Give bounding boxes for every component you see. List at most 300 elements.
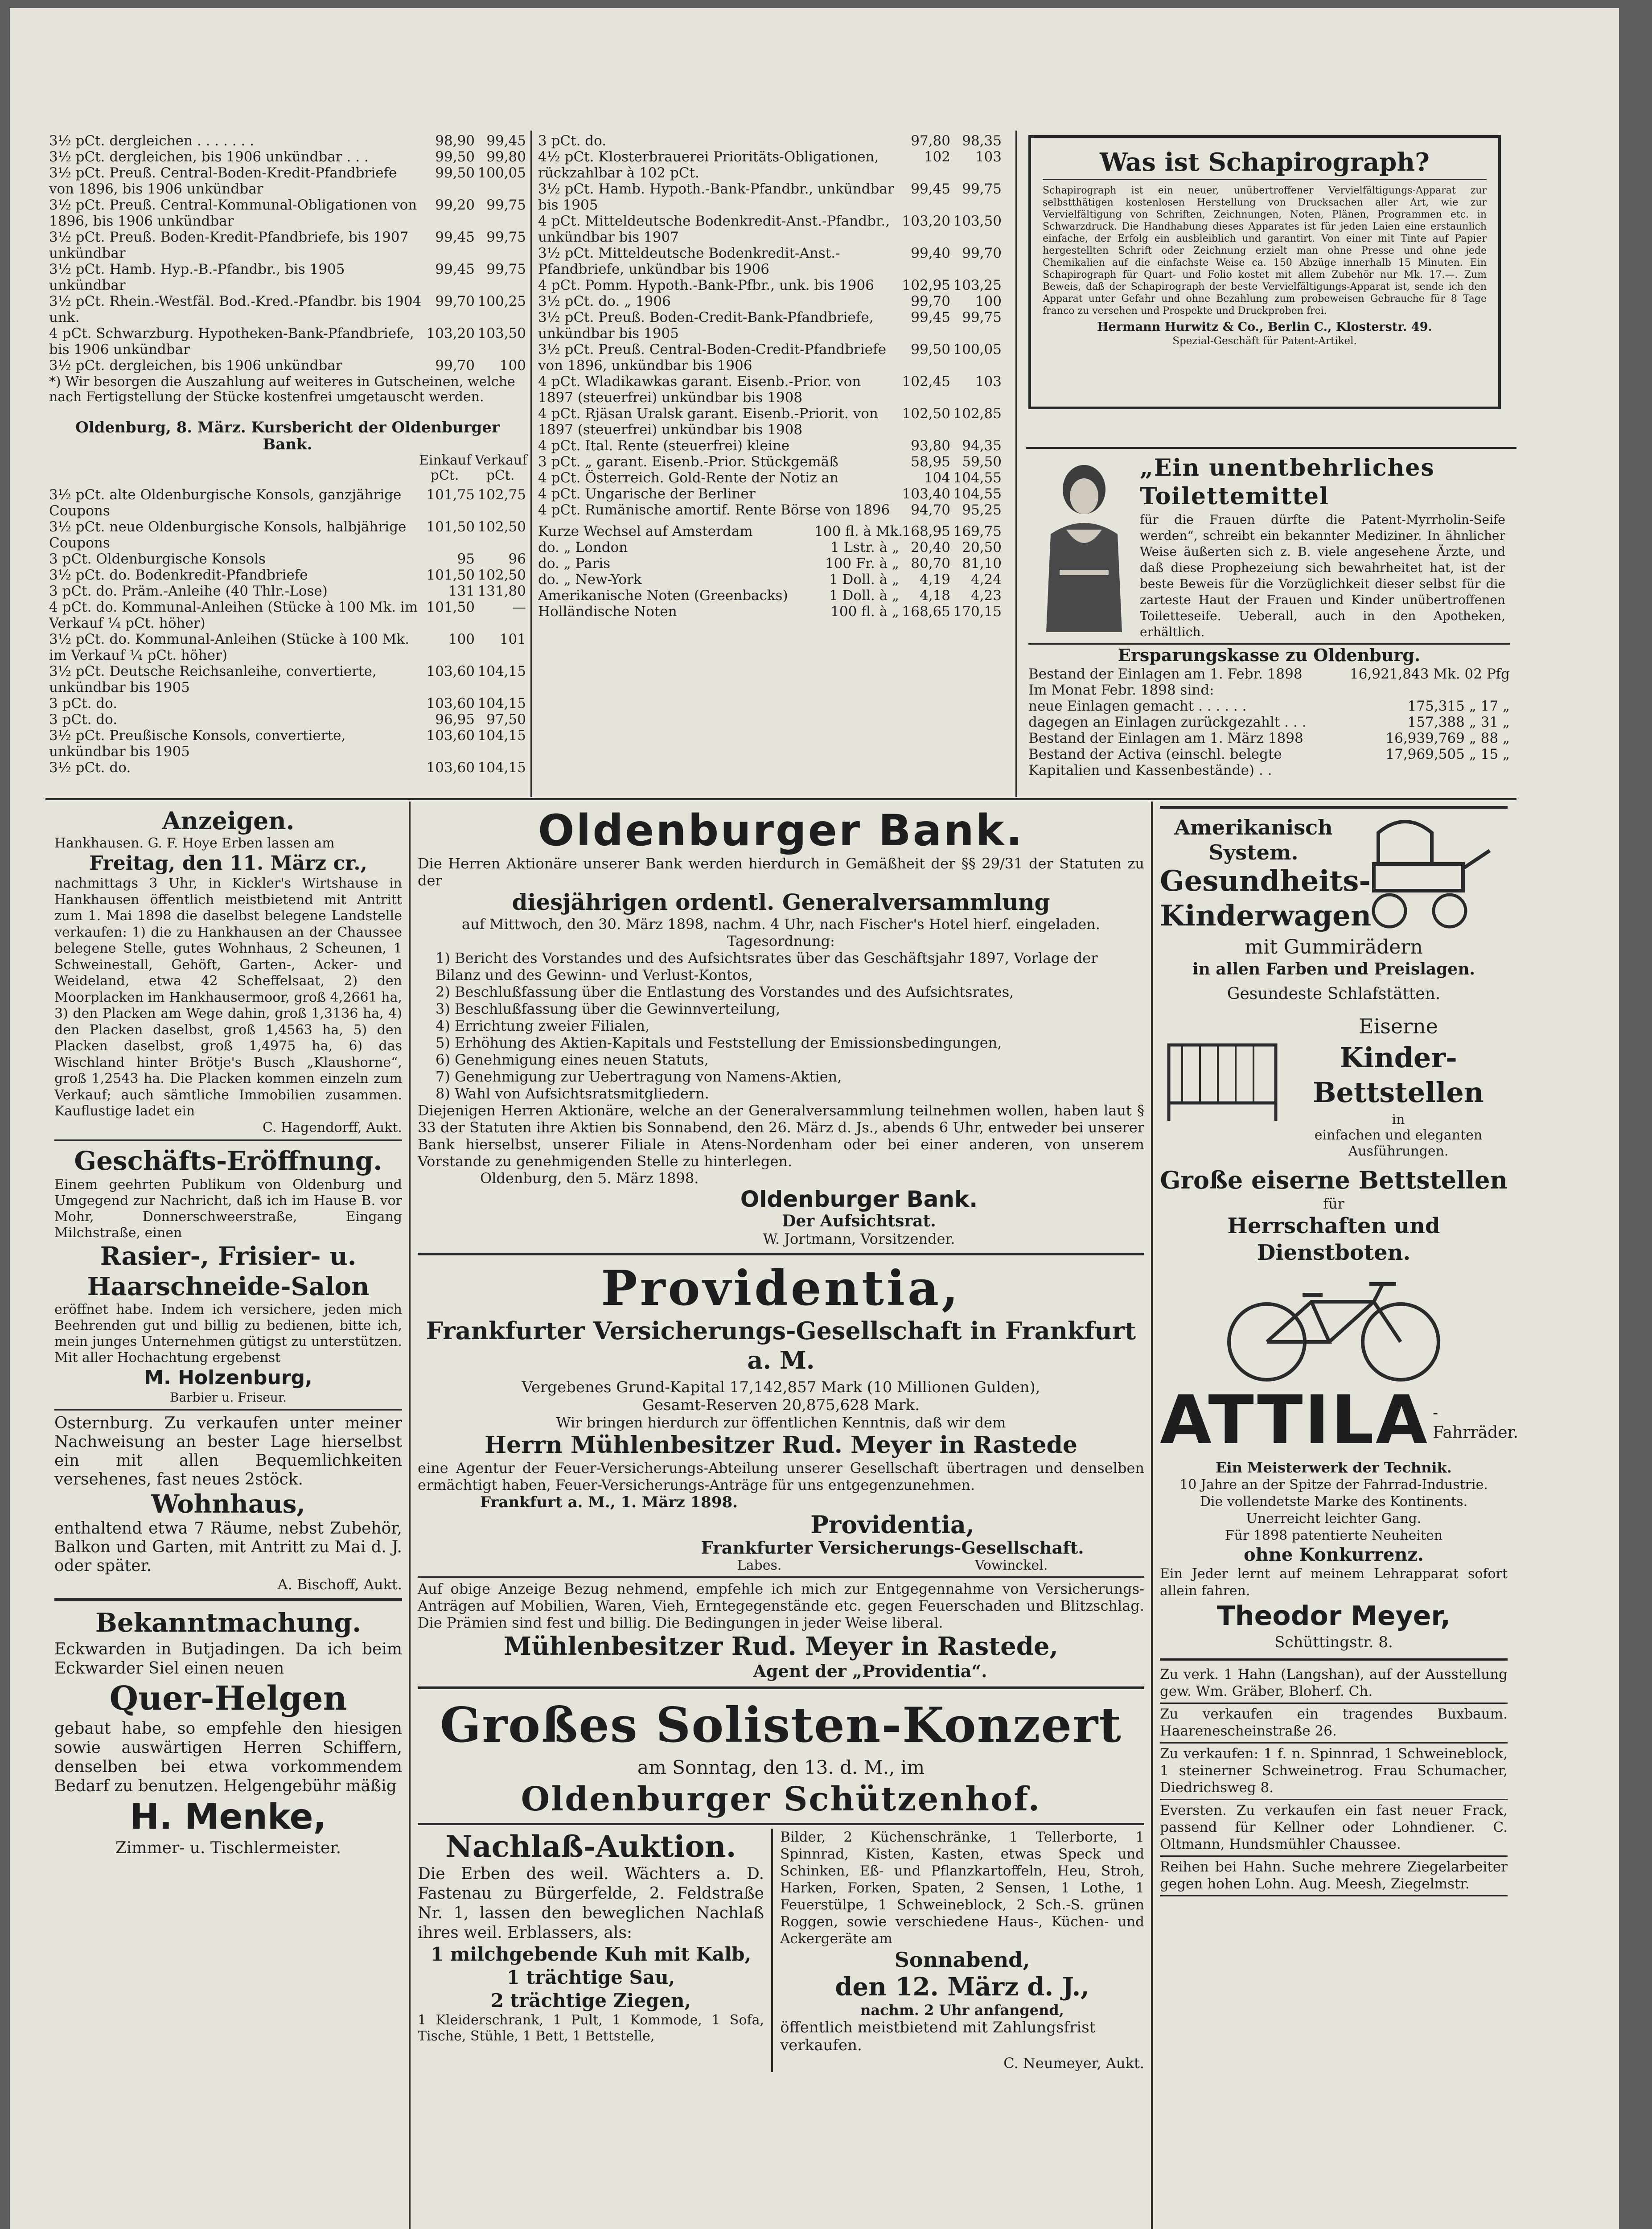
row-value: 100 fl. à Mk. xyxy=(814,523,903,539)
row-label: 3½ pCt. Hamb. Hyp.-B.-Pfandbr., bis 1905 unkündbar xyxy=(49,261,345,293)
meister-5: Für 1898 patentierte Neuheiten xyxy=(1225,1528,1443,1543)
table-row xyxy=(49,293,526,325)
kurs-col-buy: Einkauf pCt. xyxy=(419,452,472,483)
nachlass-item: 1 milchgebende Kuh mit Kalb, xyxy=(430,1943,752,1965)
row-value: 99,20 xyxy=(435,197,475,213)
table-row xyxy=(49,487,526,519)
prov-sig2: Frankfurter Versicherungs-Gesellschaft. xyxy=(701,1538,1084,1558)
small-ad: Zu verkaufen: 1 f. n. Spinnrad, 1 Schweineblock, 1 steinerner Schweinetrog. Frau Schumacher, Diedrichsweg 8. xyxy=(1160,1744,1508,1800)
row-value: 99,70 xyxy=(435,293,475,309)
small-ad: Eversten. Zu verkaufen ein fast neuer Frack, passend für Kellner oder Lohndiener. C. Oltmann, Hundsmühler Chaussee. xyxy=(1160,1800,1508,1857)
right-column xyxy=(1160,806,1519,1896)
top-divider-2 xyxy=(1015,131,1017,797)
table-row xyxy=(538,486,1002,502)
meister-4: Unerreicht leichter Gang. xyxy=(1246,1511,1422,1526)
prov-agent1: Mühlenbesitzer Rud. Meyer in Rastede, xyxy=(503,1632,1058,1661)
row-label: Kurze Wechsel auf Amsterdam xyxy=(538,523,753,539)
row-value: 102,95 xyxy=(902,277,950,293)
nachlass-title: Nachlaß-Auktion. xyxy=(445,1829,736,1864)
row-value: 104,15 xyxy=(477,663,526,679)
right-rule-1 xyxy=(1160,1658,1508,1661)
table-row xyxy=(1028,714,1510,730)
geschaeft-big: Rasier-, Frisier- u. Haarschneide-Salon xyxy=(87,1241,370,1301)
table-row xyxy=(49,325,526,358)
table-row xyxy=(49,728,526,760)
row-value: 99,75 xyxy=(486,229,526,245)
geschaeft-text1: Einem geehrten Publikum von Oldenburg und Umgegend zur Nachricht, daß ich im Hause B. vor Mohr, Donnerschweerstraße, Eingang Milchstraße, einen xyxy=(54,1176,402,1241)
row-value: 104,55 xyxy=(953,470,1002,486)
stock-column-2 xyxy=(538,133,1002,620)
row-value: 95,25 xyxy=(962,502,1002,518)
table-row xyxy=(538,149,1002,181)
row-value: 4,19 xyxy=(919,572,950,588)
mid-rule-2 xyxy=(418,1576,1144,1578)
row-value: 101,75 xyxy=(426,487,475,503)
geschaeft-text2: eröffnet habe. Indem ich versichere, jeden mich Beehrenden gut und billig zu bedienen, bitte ich, mein junges Unternehmen gütigst zu unterstützen. Mit aller Hochachtung ergebenst xyxy=(54,1301,402,1365)
table-row xyxy=(538,245,1002,277)
prov-name: Herrn Mühlenbesitzer Rud. Meyer in Rastede xyxy=(485,1431,1077,1459)
kurs-list xyxy=(49,487,526,776)
row-label: 3½ pCt. do. Kommunal-Anleihen (Stücke à 100 Mk. im Verkauf ¼ pCt. höher) xyxy=(49,631,410,663)
spar-rule xyxy=(1028,643,1510,645)
osternburg-sign: A. Bischoff, Aukt. xyxy=(277,1575,402,1593)
row-label: do. „ London xyxy=(538,539,628,555)
anzeigen-date: Freitag, den 11. März cr., xyxy=(89,852,367,875)
row-value: 102,45 xyxy=(902,374,950,390)
row-label: neue Einlagen gemacht . . . . . . xyxy=(1028,698,1247,714)
bekannt-role: Zimmer- u. Tischlermeister. xyxy=(115,1838,341,1857)
nachlass-text2: 1 Kleiderschrank, 1 Pult, 1 Kommode, 1 Sofa, Tische, Stühle, 1 Bett, 1 Bettstelle, xyxy=(418,2012,764,2044)
small-ad: Zu verkaufen ein tragendes Buxbaum. Haarenescheinstraße 26. xyxy=(1160,1704,1508,1744)
theodor-addr: Schüttingstr. 8. xyxy=(1274,1633,1393,1651)
geschaeft-name: M. Holzenburg, xyxy=(144,1366,312,1389)
row-value: 99,45 xyxy=(435,261,475,277)
woman-illustration xyxy=(1033,458,1135,637)
row-label: 3½ pCt. Preußische Konsols, convertierte, unkündbar bis 1905 xyxy=(49,728,346,760)
row-label: 4½ pCt. Klosterbrauerei Prioritäts-Obligationen, rückzahlbar à 102 pCt. xyxy=(538,149,879,181)
stock-list-1 xyxy=(49,133,526,374)
row-value: 102,50 xyxy=(477,519,526,535)
table-row xyxy=(538,277,1002,293)
row-value: 100 Fr. à „ xyxy=(825,555,899,572)
row-value: 97,50 xyxy=(486,711,526,728)
left-rule-3 xyxy=(54,1598,402,1601)
row-value: 17,969,505 „ 15 „ xyxy=(1385,746,1510,762)
osternburg-big: Wohnhaus, xyxy=(151,1489,305,1519)
row-label: 4 pCt. Schwarzburg. Hypotheken-Bank-Pfandbriefe, bis 1906 unkündbar xyxy=(49,325,414,358)
table-row xyxy=(538,588,1002,604)
top-divider-1 xyxy=(530,131,532,797)
row-value: 104,15 xyxy=(477,760,526,776)
row-value: 131 xyxy=(448,583,475,599)
row-label: 3½ pCt. Preuß. Boden-Kredit-Pfandbriefe, bis 1907 unkündbar xyxy=(49,229,409,261)
row-label: Bestand der Einlagen am 1. Febr. 1898 xyxy=(1028,666,1303,682)
schapirograph-title: Was ist Schapirograph? xyxy=(1043,146,1487,180)
row-value: — xyxy=(512,599,526,615)
row-value: 101,50 xyxy=(426,599,475,615)
table-row xyxy=(538,213,1002,245)
table-row xyxy=(538,555,1002,572)
row-label: Bestand der Activa (einschl. belegte Kapitalien und Kassenbestände) . . xyxy=(1028,746,1282,778)
table-row xyxy=(49,197,526,229)
table-row xyxy=(538,572,1002,588)
anzeigen-text: nachmittags 3 Uhr, in Kickler's Wirtshause in Hankhausen öffentlich meistbietend mit Antritt zum 1. Mai 1898 die daselbst belegene Landstelle verkaufen: 1) die zu Hankhausen an der Chaussee belegene Stelle, gutes Wohnhaus, 2 Scheunen, 1 Schweinestall, Gehöft, Garten-, Acker- und Weideland, etwa 42 Scheffelsaat, 2) den Moorplacken im Hankhausermoor, groß 4,2661 ha, 3) den Placken am Wege dahin, groß 1,3136 ha, 4) den Placken daselbst, groß 1,4563 ha, 5) den Placken daselbst, groß 1,4975 ha, 6) das Wischland hinter Brötje's Busch „Klaushorne“, groß 1,2543 ha. Die Placken kommen einzeln zum Verkauf; auch sämtliche Immobilien zusammen. Kauflustige ladet ein xyxy=(54,876,402,1119)
agenda-item: 5) Erhöhung des Aktien-Kapitals und Feststellung der Emissionsbedingungen, xyxy=(436,1034,1002,1051)
crib-image xyxy=(1160,1027,1285,1125)
table-row xyxy=(538,470,1002,486)
meister-7: Ein Jeder lernt auf meinem Lehrapparat sofort allein fahren. xyxy=(1160,1566,1508,1599)
row-value: 1 Doll. à „ xyxy=(829,572,899,588)
row-value: 102,50 xyxy=(902,406,950,422)
row-label: 4 pCt. Rumänische amortif. Rente Börse von 1896 xyxy=(538,502,890,518)
meister-2: 10 Jahre an der Spitze der Fahrrad-Industrie. xyxy=(1179,1477,1488,1493)
row-label: 3½ pCt. Rhein.-Westfäl. Bod.-Kred.-Pfandbr. bis 1904 unk. xyxy=(49,293,422,325)
prov-cap1: Vergebenes Grund-Kapital 17,142,857 Mark (10 Millionen Gulden), xyxy=(522,1378,1040,1396)
bank-agenda xyxy=(418,950,1144,1102)
row-value: 96,95 xyxy=(435,711,475,728)
bekannt-big: Quer-Helgen xyxy=(109,1679,347,1718)
kurs-cols xyxy=(49,453,526,483)
prov-text2: eine Agentur der Feuer-Versicherungs-Abteilung unserer Gesellschaft übertragen und denselben ermächtigt haben, Feuer-Versicherungs-Anträge für uns entgegenzunehmen. xyxy=(418,1460,1144,1493)
row-value: 170,15 xyxy=(953,604,1002,620)
agenda-item: 4) Errichtung zweier Filialen, xyxy=(436,1017,650,1034)
table-row xyxy=(1028,730,1510,746)
table-row xyxy=(49,358,526,374)
ausfuehrungen: einfachen und eleganten Ausführungen. xyxy=(1314,1127,1483,1159)
main-horizontal-rule xyxy=(45,798,1516,800)
row-value: 103,60 xyxy=(426,663,475,679)
prov-sub: Frankfurter Versicherungs-Gesellschaft in Frankfurt a. M. xyxy=(426,1316,1136,1374)
bicycle-icon xyxy=(1218,1275,1450,1382)
row-label: 4 pCt. Österreich. Gold-Rente der Notiz an xyxy=(538,470,838,486)
bank-sig2: Der Aufsichtsrat. xyxy=(782,1212,936,1230)
table-row xyxy=(49,165,526,197)
table-row xyxy=(538,341,1002,374)
row-value: 104 xyxy=(924,470,950,486)
spar-section xyxy=(1028,643,1510,778)
row-value: 99,50 xyxy=(435,165,475,181)
row-label: Holländische Noten xyxy=(538,604,677,620)
row-value: 99,70 xyxy=(962,245,1002,261)
mid-rule-1 xyxy=(418,1253,1144,1255)
row-value: 81,10 xyxy=(962,555,1002,572)
row-value: 100,05 xyxy=(953,341,1002,358)
nachlass-time: nachm. 2 Uhr anfangend, xyxy=(860,2002,1064,2019)
am-system: Amerikanisch System. xyxy=(1174,815,1333,864)
table-row xyxy=(538,309,1002,341)
anzeigen-sign: C. Hagendorff, Aukt. xyxy=(263,1119,402,1135)
row-label: Amerikanische Noten (Greenbacks) xyxy=(538,588,788,604)
prov-date: Frankfurt a. M., 1. März 1898. xyxy=(480,1493,738,1511)
nachlass-text1: Die Erben des weil. Wächters a. D. Fastenau zu Bürgerfelde, 2. Feldstraße Nr. 1, lassen den beweglichen Nachlaß ihres weil. Erblassers, als: xyxy=(418,1865,764,1942)
agenda-item: 2) Beschlußfassung über die Entlastung des Vorstandes und des Aufsichtsrates, xyxy=(436,983,1014,1000)
row-label: 3½ pCt. Hamb. Hypoth.-Bank-Pfandbr., unkündbar bis 1905 xyxy=(538,181,894,213)
table-row xyxy=(49,229,526,261)
row-value: 100,05 xyxy=(477,165,526,181)
row-value: 58,95 xyxy=(911,454,950,470)
stock-note: *) Wir besorgen die Auszahlung auf weiteres in Gutscheinen, welche nach Fertigstellung der Stücke kostenfrei umgetauscht werden. xyxy=(49,374,515,405)
nachlass-right xyxy=(780,1829,1144,2072)
row-value: 104,55 xyxy=(953,486,1002,502)
spar-list xyxy=(1028,666,1510,778)
table-row xyxy=(49,551,526,567)
row-label: 3½ pCt. do. „ 1906 xyxy=(538,293,671,309)
bank-closing: Diejenigen Herren Aktionäre, welche an der Generalversammlung teilnehmen wollen, haben laut § 33 der Statuten ihre Aktien bis Sonnabend, den 26. März d. Js., abends 6 Uhr, entweder bei unserer Bank hierselbst, unserer Filiale in Atens-Nordenham oder bei einer anderen, von unserem Vorstande zu genehmigenden Stelle zu hinterlegen. xyxy=(418,1102,1144,1170)
row-label: 4 pCt. Ital. Rente (steuerfrei) kleine xyxy=(538,438,790,454)
nachlass-text4: öffentlich meistbietend mit Zahlungsfrist verkaufen. xyxy=(780,2019,1096,2054)
table-row xyxy=(538,181,1002,213)
table-row xyxy=(538,523,1002,539)
kinder-bettstellen: Kinder-Bettstellen xyxy=(1313,1041,1484,1109)
left-rule-2 xyxy=(54,1409,402,1411)
row-value: 4,18 xyxy=(919,588,950,604)
bekannt-name: H. Menke, xyxy=(130,1797,327,1837)
row-label: 3½ pCt. dergleichen . . . . . . . xyxy=(49,133,254,149)
row-label: 3½ pCt. do. xyxy=(49,760,131,776)
row-value: 97,80 xyxy=(911,133,950,149)
row-label: 3 pCt. „ garant. Eisenb.-Prior. Stückgemäß xyxy=(538,454,838,470)
row-label: 3½ pCt. Preuß. Central-Boden-Kredit-Pfandbriefe von 1896, bis 1906 unkündbar xyxy=(49,165,397,197)
table-row xyxy=(538,539,1002,555)
row-value: 101,50 xyxy=(426,567,475,583)
table-row xyxy=(538,438,1002,454)
row-value: 99,40 xyxy=(911,245,950,261)
newspaper-page xyxy=(10,8,1619,2229)
row-value: 4,24 xyxy=(970,572,1002,588)
row-value: 169,75 xyxy=(953,523,1002,539)
gesund-kinderwagen: Gesundheits-Kinderwagen xyxy=(1160,864,1372,933)
row-label: 4 pCt. Mitteldeutsche Bodenkredit-Anst.-Pfandbr., unkündbar bis 1907 xyxy=(538,213,890,245)
agenda-item: 1) Bericht des Vorstandes und des Aufsichtsrates über das Geschäftsjahr 1897, Vorlage der Bilanz und des Gewinn- und Verlust-Kontos, xyxy=(436,950,1098,983)
row-label: do. „ New-York xyxy=(538,572,642,588)
schapirograph-firm: Hermann Hurwitz & Co., Berlin C., Klosterstr. 49. xyxy=(1097,320,1432,334)
row-label: Im Monat Febr. 1898 sind: xyxy=(1028,682,1214,698)
row-value: 100 xyxy=(499,358,526,374)
row-label: 3½ pCt. do. Bodenkredit-Pfandbriefe xyxy=(49,567,308,583)
mid-rule-4 xyxy=(418,1823,1144,1825)
lower-divider-2 xyxy=(1151,802,1153,2229)
table-row xyxy=(49,133,526,149)
crib-icon xyxy=(1160,1027,1285,1125)
row-value: 99,45 xyxy=(486,133,526,149)
attila-logo: ATTILA xyxy=(1160,1382,1430,1459)
row-value: 131,80 xyxy=(477,583,526,599)
table-row xyxy=(49,261,526,293)
row-value: 94,35 xyxy=(962,438,1002,454)
nachlass-ad xyxy=(418,1829,1144,2072)
row-label: 3 pCt. do. xyxy=(538,133,607,149)
row-value: 99,50 xyxy=(911,341,950,358)
table-row xyxy=(49,663,526,695)
row-value: 103,60 xyxy=(426,760,475,776)
row-value: 101 xyxy=(499,631,526,647)
row-label: 3½ pCt. neue Oldenburgische Konsols, halbjährige Coupons xyxy=(49,519,407,551)
row-label: 4 pCt. Ungarische der Berliner xyxy=(538,486,756,502)
row-label: 3½ pCt. Deutsche Reichsanleihe, convertierte, unkündbar bis 1905 xyxy=(49,663,377,695)
wechsel-list xyxy=(538,523,1002,620)
table-row xyxy=(538,406,1002,438)
row-value: 16,921,843 Mk. 02 Pfg xyxy=(1349,666,1510,682)
row-value: 103,50 xyxy=(477,325,526,341)
prov-sig3b: Vowinckel. xyxy=(974,1558,1048,1573)
nachlass-items xyxy=(418,1943,764,2012)
row-value: 99,70 xyxy=(435,358,475,374)
row-value: 96 xyxy=(508,551,526,567)
row-value: 103,50 xyxy=(953,213,1002,229)
herrschaften: Herrschaften und Dienstboten. xyxy=(1227,1213,1440,1265)
konzert-where: Oldenburger Schützenhof. xyxy=(521,1780,1041,1818)
gummi: mit Gummirädern xyxy=(1245,936,1423,958)
row-value: 93,80 xyxy=(911,438,950,454)
row-value: 101,50 xyxy=(426,519,475,535)
prov-sig3a: Labes. xyxy=(737,1558,782,1573)
row-label: 4 pCt. do. Kommunal-Anleihen (Stücke à 100 Mk. im Verkauf ¼ pCt. höher) xyxy=(49,599,418,631)
small-ad: Reihen bei Hahn. Suche mehrere Ziegelarbeiter gegen hohen Lohn. Aug. Meesh, Ziegelmstr. xyxy=(1160,1857,1508,1896)
row-value: 102 xyxy=(924,149,950,165)
prov-text1: Wir bringen hierdurch zur öffentlichen Kenntnis, daß wir dem xyxy=(556,1414,1006,1431)
row-label: 4 pCt. Pomm. Hypoth.-Bank-Pfbr., unk. bis 1906 xyxy=(538,277,874,293)
fahrraeder: -Fahrräder. xyxy=(1433,1404,1519,1442)
stock-column-1 xyxy=(49,133,526,776)
row-value: 103,40 xyxy=(902,486,950,502)
row-label: 3½ pCt. Preuß. Central-Kommunal-Obligationen von 1896, bis 1906 unkündbar xyxy=(49,197,417,229)
row-label: 3½ pCt. Preuß. Boden-Credit-Bank-Pfandbriefe, unkündbar bis 1905 xyxy=(538,309,874,341)
bank-intro: Die Herren Aktionäre unserer Bank werden hierdurch in Gemäßheit der §§ 29/31 der Statuten zu der xyxy=(418,855,1144,889)
table-row xyxy=(538,133,1002,149)
nachlass-text3: Bilder, 2 Küchenschränke, 1 Tellerborte, 1 Spinnrad, Kisten, Kasten, etwas Speck und Schinken, Eß- und Pflanzkartoffeln, Heu, Stroh, Harken, Forken, Spaten, 2 Sensen, 1 Lothe, 1 Feuerstülpe, 1 Schweineblock, 2 Sch.-S. grünen Roggen, sowie verschiedene Haus-, Küchen- und Ackergeräte am xyxy=(780,1829,1144,1947)
row-value xyxy=(1336,682,1510,698)
small-ad: Zu verk. 1 Hahn (Langshan), auf der Ausstellung gew. Wm. Gräber, Bloherf. Ch. xyxy=(1160,1664,1508,1704)
meister-1: Ein Meisterwerk der Technik. xyxy=(1216,1459,1452,1476)
schapirograph-ad xyxy=(1028,135,1501,409)
table-row xyxy=(538,502,1002,518)
row-value: 168,65 xyxy=(902,604,950,620)
nachlass-date: den 12. März d. J., xyxy=(835,1972,1089,2002)
row-value: 99,45 xyxy=(911,309,950,325)
anzeigen-title: Anzeigen. xyxy=(162,806,295,835)
kinderwagen-block xyxy=(1160,815,1508,935)
anzeigen-line1: Hankhausen. G. F. Hoye Erben lassen am xyxy=(54,835,335,851)
osternburg-text: Osternburg. Zu verkaufen unter meiner Nachweisung an bester Lage hierselbst ein mit allen Bequemlichkeiten versehenes, fast neues 2stöck. xyxy=(54,1414,402,1489)
row-value: 104,15 xyxy=(477,695,526,711)
bank-title: Oldenburger Bank. xyxy=(538,806,1024,855)
theodor-meyer: Theodor Meyer, xyxy=(1217,1600,1451,1632)
prov-agent2: Agent der „Providentia“. xyxy=(753,1661,987,1681)
osternburg-text2: enthaltend etwa 7 Räume, nebst Zubehör, Balkon und Garten, mit Antritt zu Mai d. J. oder später. xyxy=(54,1519,402,1575)
bank-sig1: Oldenburger Bank. xyxy=(740,1186,978,1212)
row-label: do. „ Paris xyxy=(538,555,611,572)
meister-3: Die vollendetste Marke des Kontinents. xyxy=(1200,1494,1468,1509)
row-value: 99,45 xyxy=(435,229,475,245)
spar-title: Ersparungskasse zu Oldenburg. xyxy=(1118,645,1421,665)
bekannt-text2: gebaut habe, so empfehle den hiesigen sowie auswärtigen Herren Schiffern, denselben bei etwa vorkommendem Bedarf zu benutzen. Helgengebühr mäßig xyxy=(54,1719,402,1795)
bekannt-title: Bekanntmachung. xyxy=(95,1607,362,1638)
prov-sig1: Providentia, xyxy=(810,1510,974,1539)
agenda-item: 6) Genehmigung eines neuen Statuts, xyxy=(436,1051,709,1068)
prov-sig3 xyxy=(418,1558,1144,1574)
nachlass-item: 1 trächtige Sau, xyxy=(506,1966,675,1988)
table-row xyxy=(49,631,526,663)
row-value: 99,80 xyxy=(486,149,526,165)
bank-sig3: W. Jortmann, Vorsitzender. xyxy=(763,1230,955,1247)
row-value: 102,85 xyxy=(953,406,1002,422)
row-value: 103,25 xyxy=(953,277,1002,293)
toilet-title: „Ein unentbehrliches Toilettemittel xyxy=(1140,454,1435,510)
table-row xyxy=(49,695,526,711)
row-label: 3½ pCt. dergleichen, bis 1906 unkündbar xyxy=(49,358,342,374)
row-value: 4,23 xyxy=(970,588,1002,604)
bank-date: Oldenburg, den 5. März 1898. xyxy=(480,1170,699,1187)
woman-image xyxy=(1033,458,1135,637)
geschaeft-role: Barbier u. Friseur. xyxy=(169,1390,287,1405)
nachlass-sign: C. Neumeyer, Aukt. xyxy=(1003,2055,1144,2072)
row-label: Bestand der Einlagen am 1. März 1898 xyxy=(1028,730,1303,746)
row-value: 99,50 xyxy=(435,149,475,165)
row-value: 103,60 xyxy=(426,695,475,711)
prov-cap2: Gesamt-Reserven 20,875,628 Mark. xyxy=(642,1396,920,1414)
row-value: 99,45 xyxy=(911,181,950,197)
nachlass-divider xyxy=(771,1829,773,2072)
kurs-col-sell: Verkauf pCt. xyxy=(475,452,527,483)
table-row xyxy=(538,454,1002,470)
left-column xyxy=(54,806,402,1858)
row-label: 4 pCt. Wladikawkas garant. Eisenb.-Prior. von 1897 (steuerfrei) unkündbar bis 1908 xyxy=(538,374,861,406)
schlaf: Gesundeste Schlafstätten. xyxy=(1227,985,1441,1003)
right-top-rule xyxy=(1026,447,1516,449)
prov-text3: Auf obige Anzeige Bezug nehmend, empfehle ich mich zur Entgegennahme von Versicherungs-Anträgen auf Mobilien, Waren, Vieh, Erntegegenstände etc. gegen Feuerschaden und Blitzschlag. Die Prämien sind fest und billig. Die Bedingungen in jeder Weise liberal. xyxy=(418,1580,1144,1631)
in-word: in xyxy=(1392,1112,1405,1127)
table-row xyxy=(49,711,526,728)
attila-block xyxy=(1160,1382,1519,1459)
farben: in allen Farben und Preislagen. xyxy=(1192,960,1475,979)
table-row xyxy=(49,583,526,599)
konzert-when: am Sonntag, den 13. d. M., im xyxy=(637,1756,925,1778)
geschaeft-title: Geschäfts-Eröffnung. xyxy=(74,1145,382,1176)
row-value: 59,50 xyxy=(962,454,1002,470)
table-row xyxy=(49,760,526,776)
row-value: 103,60 xyxy=(426,728,475,744)
right-rule-0 xyxy=(1160,806,1508,809)
row-value: 103 xyxy=(975,149,1002,165)
row-value: 104,15 xyxy=(477,728,526,744)
row-value: 95 xyxy=(457,551,475,567)
kurs-header: Oldenburg, 8. März. Kursbericht der Oldenburger Bank. xyxy=(75,419,500,453)
table-row xyxy=(49,599,526,631)
table-row xyxy=(538,604,1002,620)
row-value: 100 fl. à „ xyxy=(830,604,899,620)
eiserne: Eiserne xyxy=(1359,1014,1438,1038)
row-value: 157,388 „ 31 „ xyxy=(1407,714,1510,730)
row-label: 3 pCt. do. xyxy=(49,695,118,711)
table-row xyxy=(538,293,1002,309)
row-value: 80,70 xyxy=(911,555,950,572)
table-row xyxy=(49,149,526,165)
row-value: 1 Doll. à „ xyxy=(829,588,899,604)
row-label: 3 pCt. Oldenburgische Konsols xyxy=(49,551,266,567)
row-value: 99,75 xyxy=(486,261,526,277)
table-row xyxy=(1028,666,1510,682)
nachlass-day: Sonnabend, xyxy=(894,1948,1030,1972)
agenda-item: 8) Wahl von Aufsichtsratsmitgliedern. xyxy=(436,1085,709,1102)
row-value: 1 Lstr. à „ xyxy=(830,539,899,555)
bank-agenda-title: Tagesordnung: xyxy=(727,933,835,950)
table-row xyxy=(1028,698,1510,714)
row-value: 100 xyxy=(975,293,1002,309)
row-value: 100 xyxy=(448,631,475,647)
row-value: 103,20 xyxy=(426,325,475,341)
row-value: 99,75 xyxy=(962,181,1002,197)
bettstellen-block xyxy=(1160,1014,1508,1159)
